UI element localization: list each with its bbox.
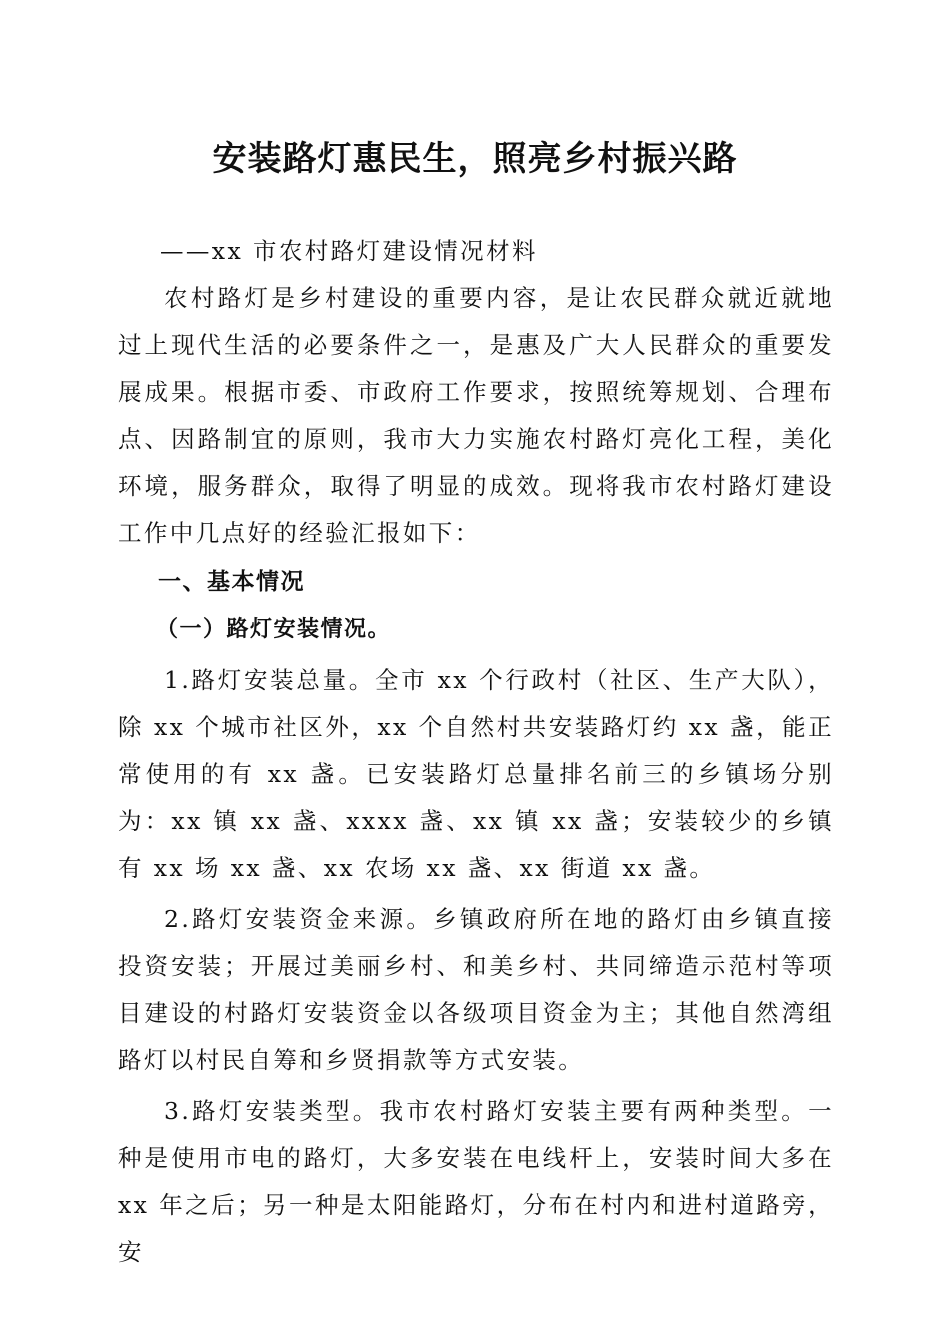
paragraph-item-3: 3.路灯安装类型。我市农村路灯安装主要有两种类型。一种是使用市电的路灯，大多安装在电线杆上，安装时间大多在 xx 年之后；另一种是太阳能路灯，分布在村内和进村道路旁，安: [118, 1097, 834, 1266]
document-subtitle: ——xx 市农村路灯建设情况材料: [160, 237, 538, 265]
document-title: 安装路灯惠民生，照亮乡村振兴路: [212, 139, 738, 179]
section-heading-basic-situation: 一、基本情况: [158, 569, 305, 595]
paragraph-item-2: 2.路灯安装资金来源。乡镇政府所在地的路灯由乡镇直接投资安装；开展过美丽乡村、和美乡村、共同缔造示范村等项目建设的村路灯安装资金以各级项目资金为主；其他自然湾组路灯以村民自筹和乡贤捐款等方式安装。: [118, 905, 834, 1074]
document-body: [118, 228, 834, 1276]
subsection-heading-installation: （一）路灯安装情况。: [156, 617, 392, 642]
paragraph-item-1: 1.路灯安装总量。全市 xx 个行政村（社区、生产大队），除 xx 个城市社区外，xx 个自然村共安装路灯约 xx 盏，能正常使用的有 xx 盏。已安装路灯总量排名前三的乡镇场分别为：xx 镇 xx 盏、xxxx 盏、xx 镇 xx 盏；安装较少的乡镇有 xx 场 xx 盏、xx 农场 xx 盏、xx 街道 xx 盏。: [118, 666, 834, 882]
intro-paragraph: 农村路灯是乡村建设的重要内容，是让农民群众就近就地过上现代生活的必要条件之一，是惠及广大人民群众的重要发展成果。根据市委、市政府工作要求，按照统筹规划、合理布点、因路制宜的原则，我市大力实施农村路灯亮化工程，美化环境，服务群众，取得了明显的成效。现将我市农村路灯建设工作中几点好的经验汇报如下：: [118, 284, 834, 547]
